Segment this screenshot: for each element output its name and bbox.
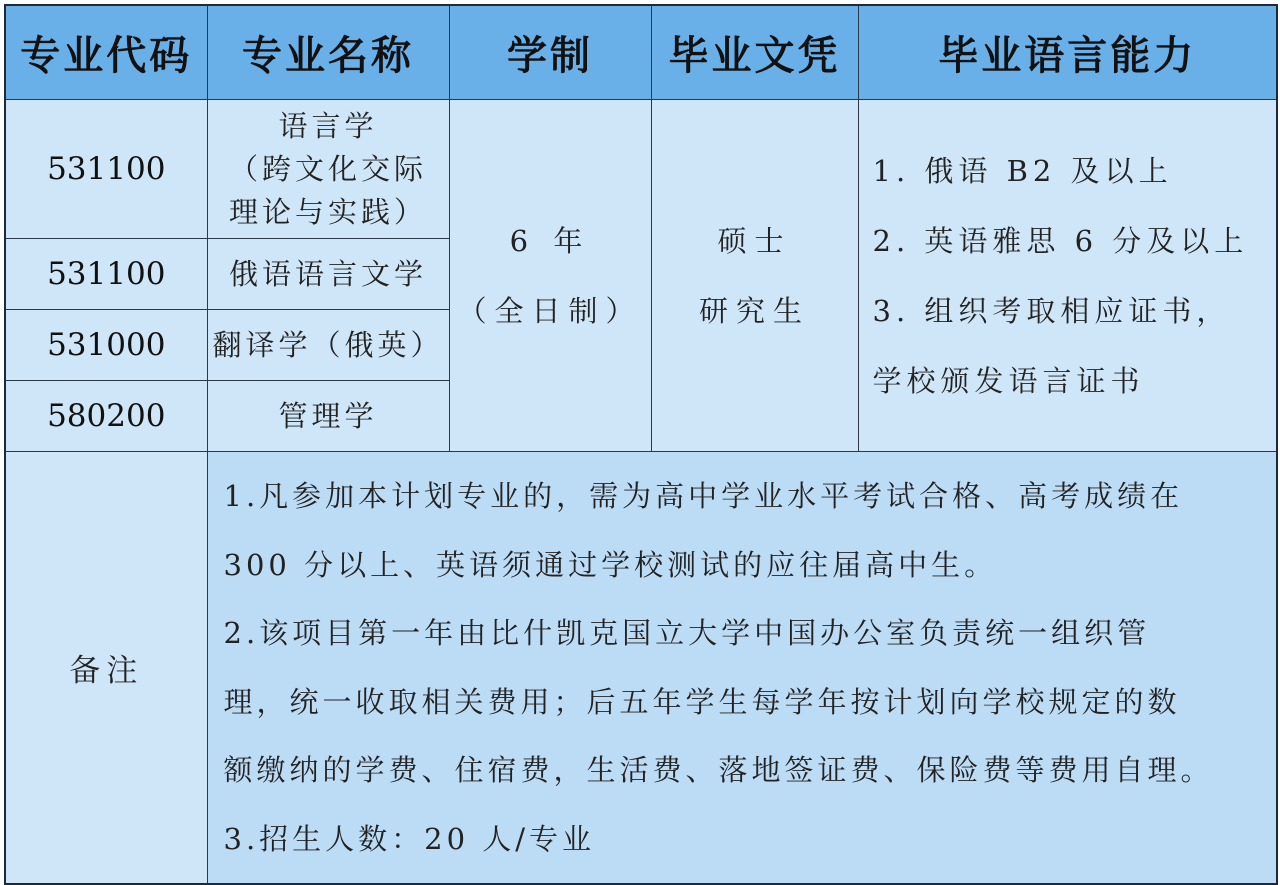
duration-cell <box>449 100 651 452</box>
duration-line: 6 年 <box>509 223 591 258</box>
table-row <box>5 100 1277 239</box>
diploma-line: 硕士 <box>717 223 792 258</box>
header-duration: 学制 <box>449 5 651 100</box>
header-diploma: 毕业文凭 <box>651 5 858 100</box>
language-ability-cell <box>858 100 1277 452</box>
major-name-line: 理论与实践） <box>228 194 427 229</box>
major-name-cell: 管理学 <box>207 381 449 452</box>
language-line: 1. 俄语 B2 及以上 <box>872 153 1173 188</box>
major-name-cell <box>207 100 449 239</box>
remarks-line: 额缴纳的学费、住宿费，生活费、落地签证费、保险费等费用自理。 <box>223 753 1214 787</box>
language-line: 2. 英语雅思 6 分及以上 <box>872 223 1249 258</box>
major-code-cell: 531100 <box>5 100 207 239</box>
diploma-cell <box>651 100 858 452</box>
remarks-line: 300 分以上、英语须通过学校测试的应往届高中生。 <box>223 547 998 582</box>
major-code-cell: 531000 <box>5 310 207 381</box>
remarks-line: 2.该项目第一年由比什凯克国立大学中国办公室负责统一组织管 <box>223 616 1151 650</box>
language-line: 学校颁发语言证书 <box>872 363 1145 398</box>
header-language-ability: 毕业语言能力 <box>858 5 1277 100</box>
header-major-name: 专业名称 <box>207 5 449 100</box>
remarks-line: 1.凡参加本计划专业的，需为高中学业水平考试合格、高考成绩在 <box>223 479 1184 513</box>
header-row <box>5 5 1277 100</box>
header-major-code: 专业代码 <box>5 5 207 100</box>
diploma-line: 研究生 <box>698 293 810 328</box>
major-code-cell: 580200 <box>5 381 207 452</box>
remarks-label: 备注 <box>5 452 207 885</box>
remarks-line: 理，统一收取相关费用；后五年学生每学年按计划向学校规定的数 <box>223 684 1181 719</box>
program-table <box>4 4 1278 885</box>
major-name-cell: 俄语语言文学 <box>207 239 449 310</box>
remarks-line: 3.招生人数：20 人/专业 <box>223 821 596 856</box>
major-name-line: （跨文化交际 <box>228 151 427 186</box>
remarks-row <box>5 452 1277 885</box>
major-name-line: 语言学 <box>278 108 378 143</box>
duration-line: （全日制） <box>457 293 643 328</box>
language-line: 3. 组织考取相应证书， <box>872 293 1231 328</box>
major-code-cell: 531100 <box>5 239 207 310</box>
remarks-content <box>207 452 1277 885</box>
major-name-cell: 翻译学（俄英） <box>207 310 449 381</box>
